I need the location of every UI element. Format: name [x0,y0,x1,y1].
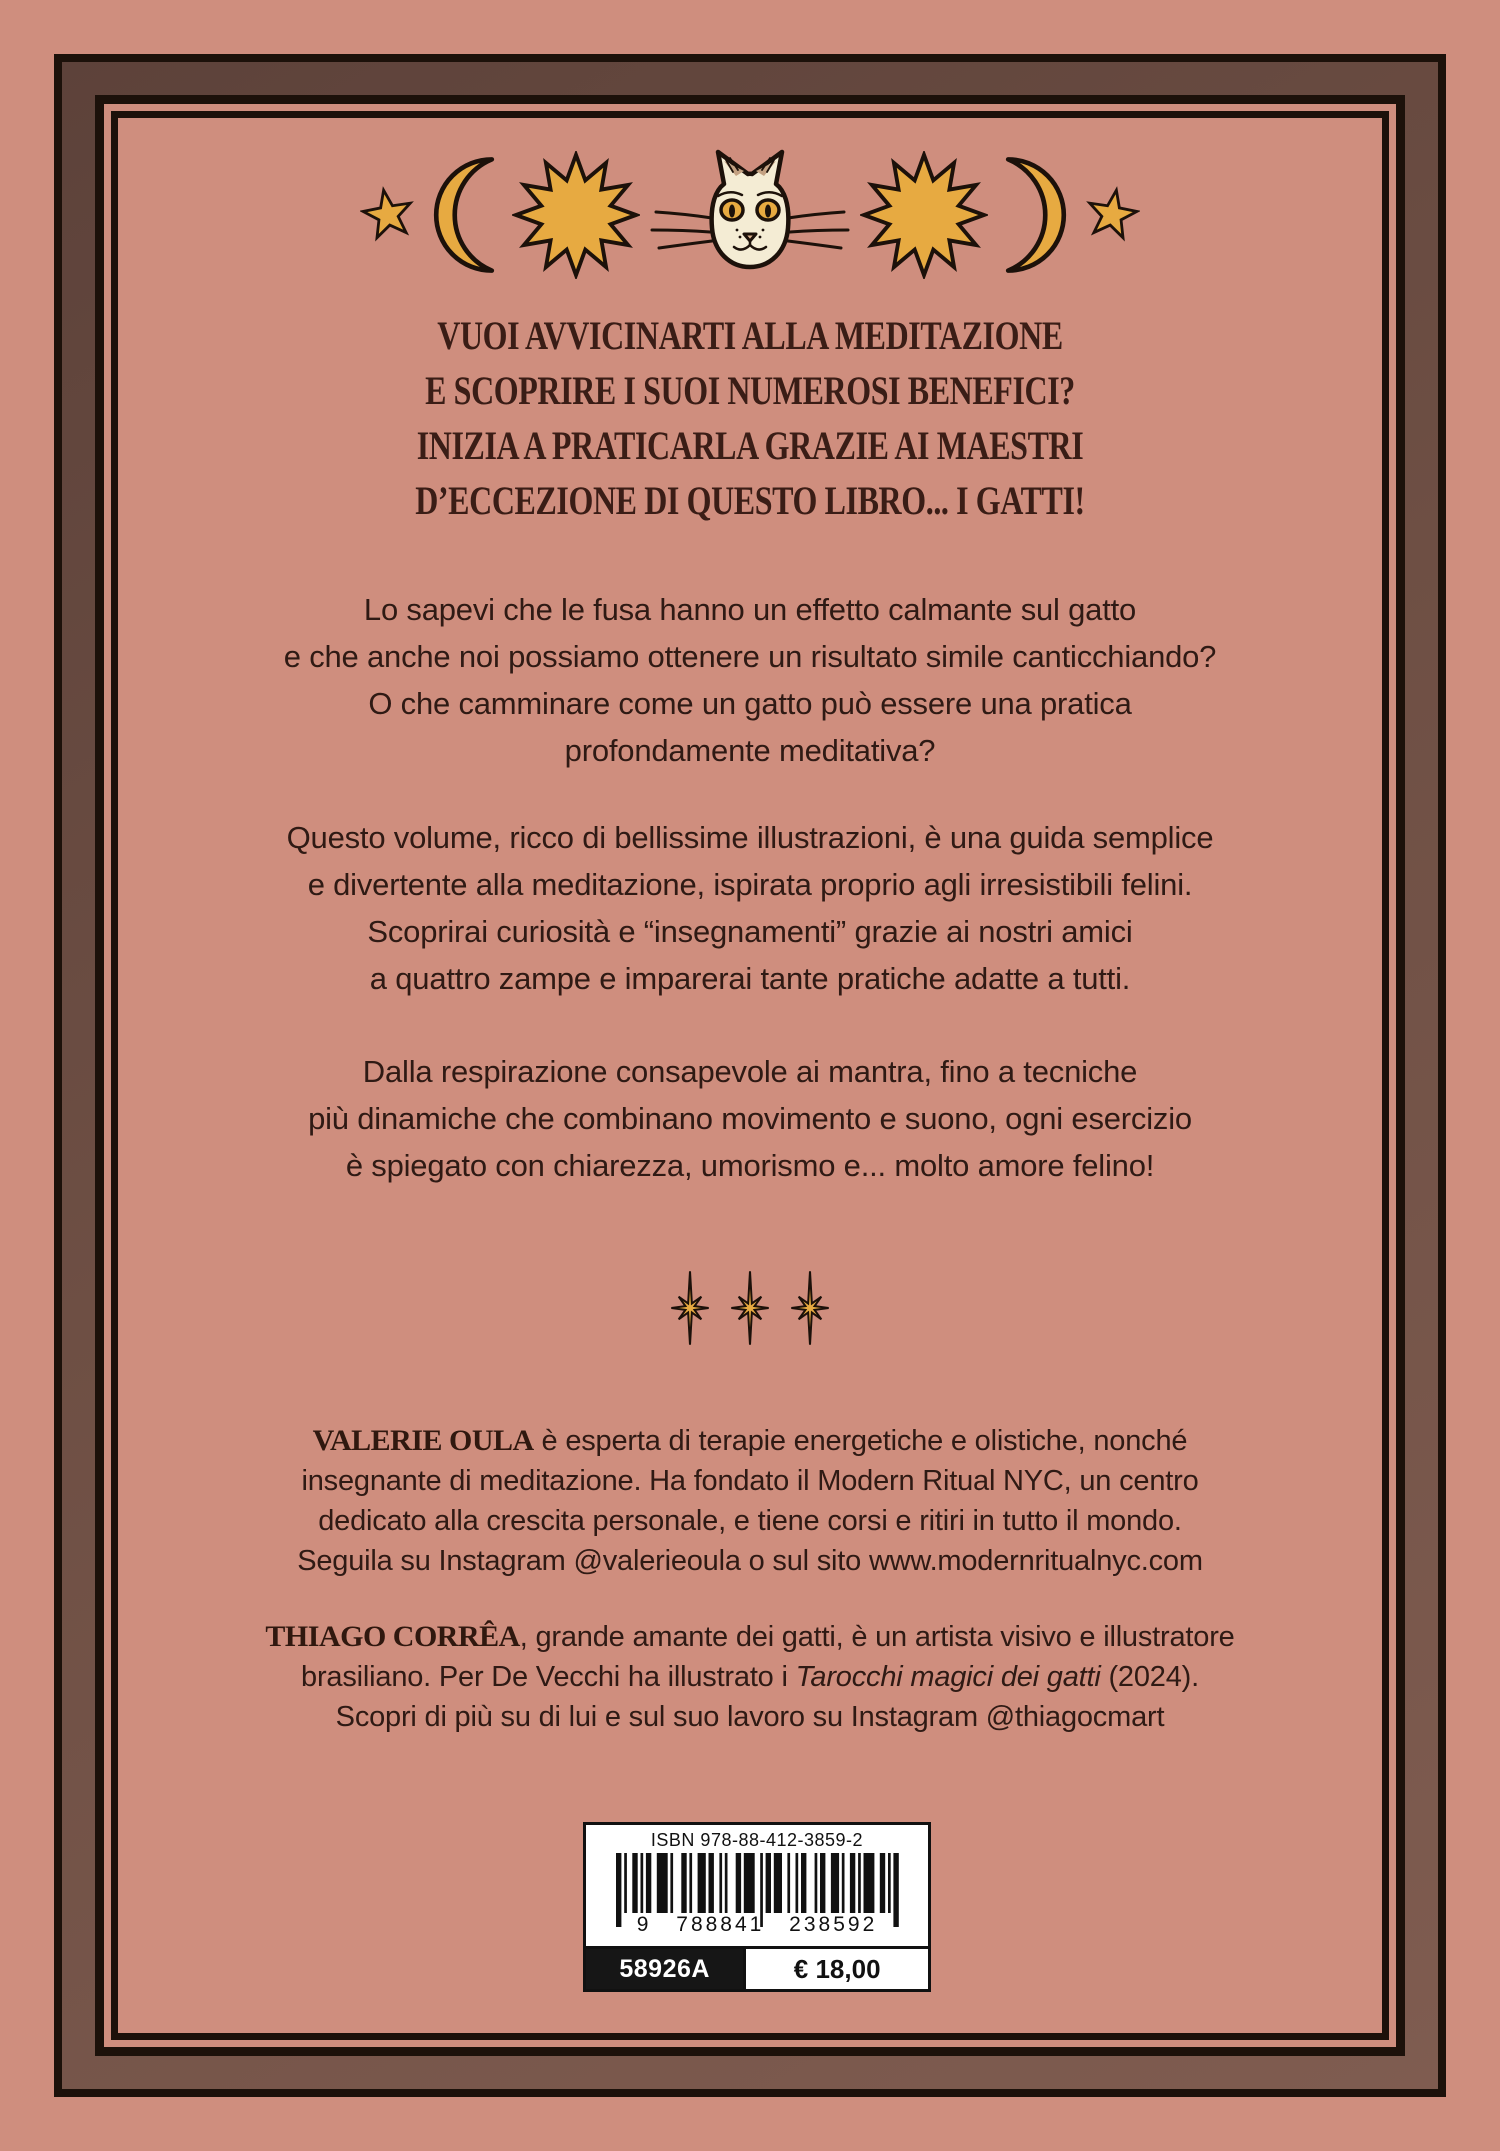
sparkle-icon [670,1251,710,1365]
paragraph-line: e che anche noi possiamo ottenere un risultato simile canticchiando? [283,639,1217,674]
paragraph-line: O che camminare come un gatto può essere una pratica [368,686,1132,721]
sparkle-icon [790,1251,830,1365]
headline-line: D’ECCEZIONE DI QUESTO LIBRO... I GATTI! [415,478,1085,523]
sunburst-icon [860,151,988,279]
headline [254,308,1246,528]
paragraph-line: e divertente alla meditazione, ispirata proprio agli irresistibili felini. [307,867,1193,902]
headline-line: INIZIA A PRATICARLA GRAZIE AI MAESTRI [416,423,1084,468]
paragraph-line: a quattro zampe e imparerai tante pratiche adatte a tutti. [369,961,1131,996]
author-name: VALERIE OULA [312,1424,534,1457]
barcode-digits: 9 788841 238592 [636,1913,878,1936]
headline-line: E SCOPRIRE I SUOI NUMEROSI BENEFICI? [425,368,1075,413]
sunburst-icon [512,151,640,279]
paragraph-line: Scoprirai curiosità e “insegnamenti” grazie ai nostri amici [367,914,1133,949]
paragraph-line: Dalla respirazione consapevole ai mantra, fino a tecniche [362,1054,1138,1089]
author-name: THIAGO CORRÊA [265,1620,520,1653]
bio-line [130,1421,1370,1461]
star-icon [360,185,416,245]
isbn-label: ISBN 978-88-412-3859-2 [650,1830,864,1850]
cat-face-icon [650,140,850,290]
bio-line [130,1617,1370,1657]
author-bio-thiago-correa [130,1617,1370,1737]
author-bio-valerie-oula [130,1421,1370,1581]
paragraph-techniques [130,1048,1370,1189]
paragraph-purring [130,586,1370,774]
paragraph-line: più dinamiche che combinano movimento e suono, ogni esercizio [308,1101,1192,1136]
bio-text: (2024). [1100,1661,1199,1693]
crescent-moon-icon [426,152,502,278]
price: € 18,00 [743,1949,928,1989]
star-icon [1084,185,1140,245]
paragraph-line: Lo sapevi che le fusa hanno un effetto calmante sul gatto [363,592,1137,627]
bio-text: è esperta di terapie energetiche e olistiche, nonché [533,1425,1188,1457]
bio-text: , grande amante dei gatti, è un artista visivo e illustratore [519,1621,1235,1653]
bio-line: Seguila su Instagram @valerieoula o sul sito www.modernritualnyc.com [297,1545,1203,1577]
paragraph-line: profondamente meditativa? [564,733,936,768]
bio-line: insegnante di meditazione. Ha fondato il Modern Ritual NYC, un centro [301,1465,1199,1497]
crescent-moon-icon [998,152,1074,278]
barcode-bottom-row [586,1946,928,1989]
paragraph-volume [130,814,1370,1002]
paragraph-line: Questo volume, ricco di bellissime illustrazioni, è una guida semplice [286,820,1214,855]
bio-text: brasiliano. Per De Vecchi ha illustrato i [301,1661,796,1693]
isbn-barcode-box [583,1822,931,1992]
sparkle-divider [130,1250,1370,1366]
bio-line: dedicato alla crescita personale, e tiene corsi e ritiri in tutto il mondo. [318,1505,1182,1537]
bio-line [130,1657,1370,1697]
paragraph-line: è spiegato con chiarezza, umorismo e... molto amore felino! [345,1148,1155,1183]
publisher-code: 58926A [586,1949,743,1989]
bio-line: Scopri di più su di lui e sul suo lavoro su Instagram @thiagocmart [335,1701,1165,1733]
book-title-italic: Tarocchi magici dei gatti [795,1661,1101,1693]
headline-line: VUOI AVVICINARTI ALLA MEDITAZIONE [437,313,1063,358]
celestial-icons-row [130,138,1370,292]
sparkle-icon [730,1251,770,1365]
